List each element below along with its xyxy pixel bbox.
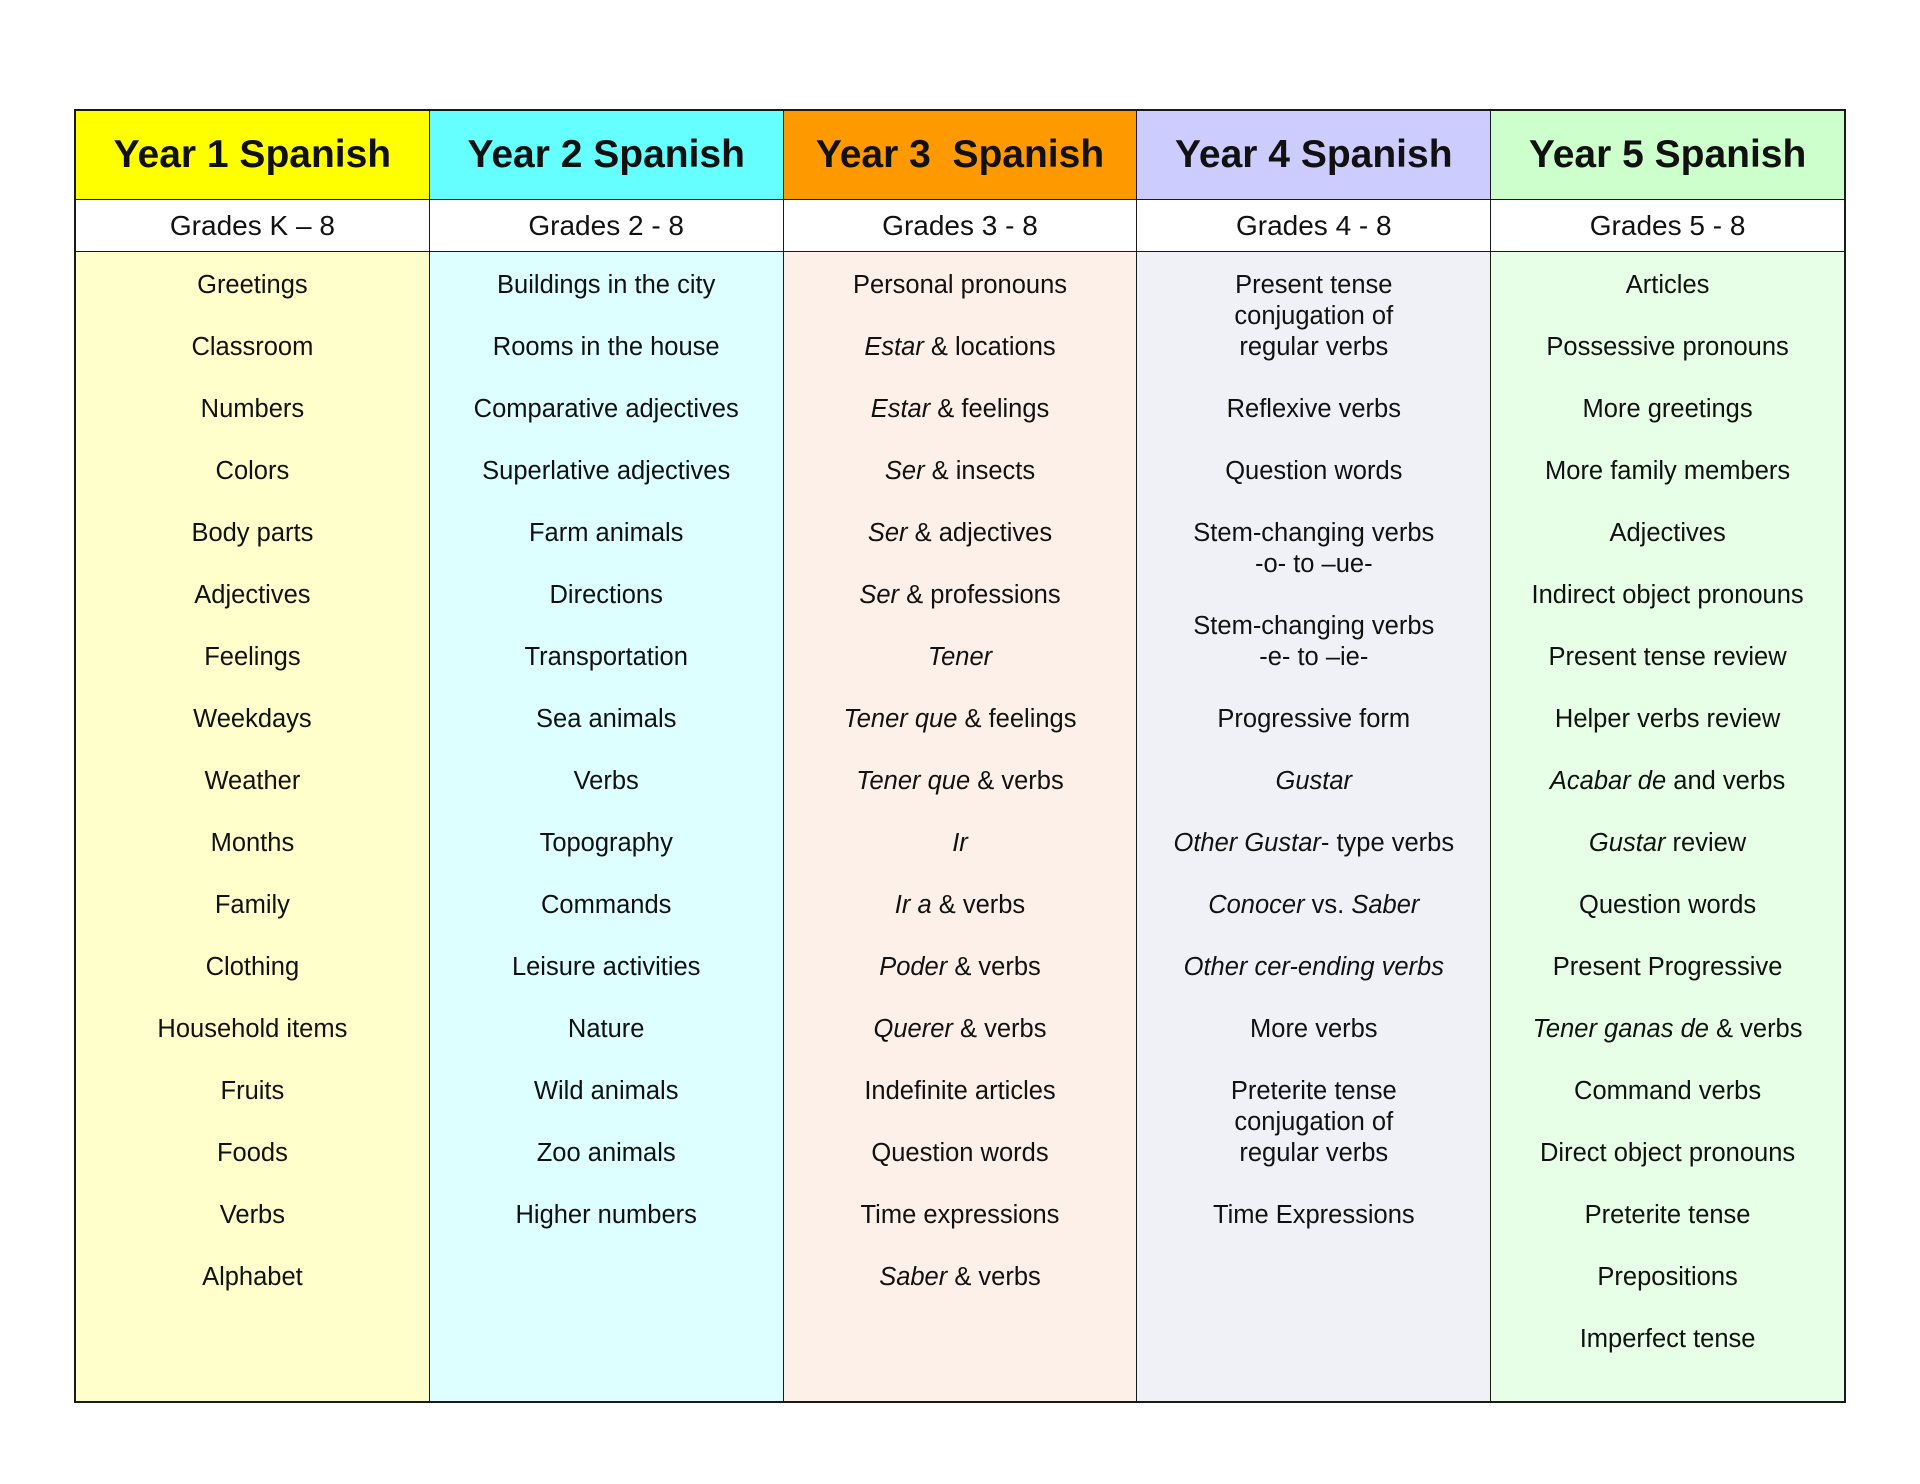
- topic-item: [784, 642, 1137, 704]
- topic-line: [1173, 828, 1454, 859]
- topic-text: Imperfect tense: [1579, 1325, 1756, 1353]
- topic-item: [784, 332, 1137, 394]
- topic-line: [541, 890, 671, 921]
- topic-text: Clothing: [205, 953, 300, 981]
- topic-text: Question words: [871, 1139, 1049, 1167]
- topic-text: Colors: [215, 457, 290, 485]
- topic-text: Reflexive verbs: [1226, 395, 1401, 423]
- topic-line: [928, 642, 992, 673]
- topic-item: [1491, 518, 1844, 580]
- topic-text: Direct object pronouns: [1540, 1139, 1796, 1167]
- topic-list: [1137, 252, 1490, 1401]
- topic-text: Present Progressive: [1552, 953, 1783, 981]
- topic-item: [1137, 1200, 1490, 1262]
- topic-line: [568, 1014, 645, 1045]
- topic-line: [1184, 952, 1444, 983]
- topic-item: [784, 1262, 1137, 1324]
- topic-text: Rooms in the house: [492, 333, 720, 361]
- topic-line: [1585, 1200, 1751, 1231]
- topic-text: Household items: [157, 1015, 348, 1043]
- topic-line: [1574, 1076, 1761, 1107]
- topic-text: Adjectives: [1609, 519, 1726, 547]
- topic-text: Stem-changing verbs: [1193, 612, 1435, 640]
- topic-line: [206, 952, 300, 983]
- topic-text: Preterite tense: [1584, 1201, 1751, 1229]
- topic-text: Adjectives: [194, 581, 311, 609]
- topic-line: [1193, 549, 1434, 580]
- topic-line: [536, 704, 676, 735]
- topic-text: & insects: [924, 457, 1036, 485]
- topic-text: Commands: [541, 891, 672, 919]
- topic-text: vs.: [1304, 891, 1352, 919]
- topic-text-italic: Saber: [879, 1263, 948, 1291]
- topic-text: & adjectives: [907, 519, 1053, 547]
- topic-item: [784, 270, 1137, 332]
- topic-item: [430, 580, 783, 642]
- topic-line: [895, 890, 1025, 921]
- topic-text-italic: Acabar de: [1549, 767, 1667, 795]
- topic-line: [540, 828, 673, 859]
- topic-item: [1491, 828, 1844, 890]
- topic-line: [474, 394, 739, 425]
- topic-item: [76, 332, 429, 394]
- topic-item: [430, 1200, 783, 1262]
- topic-item: [1137, 890, 1490, 952]
- topic-line: [1234, 332, 1393, 363]
- topic-text: Leisure activities: [511, 953, 701, 981]
- curriculum-table: [74, 109, 1846, 1403]
- topic-item: [76, 270, 429, 332]
- topic-line: [871, 394, 1050, 425]
- topic-text: & verbs: [947, 1263, 1041, 1291]
- topic-line: [221, 1076, 285, 1107]
- topic-list: [1491, 252, 1844, 1401]
- topic-text: Directions: [549, 581, 663, 609]
- topic-text: & locations: [923, 333, 1056, 361]
- topic-item: [430, 766, 783, 828]
- topic-text: Weekdays: [193, 705, 312, 733]
- topic-line: [1234, 301, 1393, 332]
- topic-item: [1137, 704, 1490, 766]
- topic-text: Articles: [1625, 271, 1710, 299]
- topic-text-italic: Other cer-ending verbs: [1183, 953, 1444, 981]
- topic-line: [1234, 270, 1393, 301]
- topic-text-italic: Ser: [859, 581, 900, 609]
- topic-text: -o- to –ue-: [1254, 550, 1373, 578]
- topic-text: Buildings in the city: [497, 271, 716, 299]
- topic-line: [497, 270, 715, 301]
- topic-line: [1550, 766, 1785, 797]
- topic-line: [859, 580, 1060, 611]
- topic-text: & verbs: [931, 891, 1026, 919]
- topic-text: & verbs: [1708, 1015, 1803, 1043]
- topic-item: [76, 1076, 429, 1138]
- topic-line: [220, 1200, 285, 1231]
- topic-text-italic: Gustar: [1275, 767, 1353, 795]
- topic-line: [204, 766, 300, 797]
- topic-item: [1491, 890, 1844, 952]
- topic-line: [1555, 704, 1780, 735]
- grade-range: Grades 5 - 8: [1491, 200, 1844, 252]
- topic-line: [537, 1138, 676, 1169]
- topic-line: [1217, 704, 1410, 735]
- topic-text: Weather: [204, 767, 301, 795]
- topic-item: [1491, 1200, 1844, 1262]
- topic-text: Nature: [567, 1015, 645, 1043]
- topic-item: [1137, 611, 1490, 704]
- topic-list: [430, 252, 783, 1401]
- topic-text: Fruits: [220, 1077, 285, 1105]
- topic-text: Wild animals: [533, 1077, 679, 1105]
- topic-text: More verbs: [1250, 1015, 1378, 1043]
- topic-line: [1208, 890, 1419, 921]
- topic-text: Stem-changing verbs: [1193, 519, 1435, 547]
- topic-text: & feelings: [930, 395, 1050, 423]
- topic-text: Zoo animals: [536, 1139, 676, 1167]
- topic-text: Foods: [216, 1139, 288, 1167]
- topic-text: Sea animals: [536, 705, 677, 733]
- topic-text: Possessive pronouns: [1546, 333, 1789, 361]
- column-title: Year 5 Spanish: [1491, 111, 1844, 200]
- topic-item: [1491, 766, 1844, 828]
- topic-text: Present tense: [1235, 271, 1393, 299]
- topic-text: Personal pronouns: [852, 271, 1068, 299]
- topic-item: [430, 332, 783, 394]
- topic-line: [512, 952, 701, 983]
- topic-line: [1580, 1324, 1756, 1355]
- column-title: Year 4 Spanish: [1137, 111, 1490, 200]
- topic-line: [1231, 1076, 1397, 1107]
- topic-line: [1231, 1107, 1397, 1138]
- topic-text: Progressive form: [1217, 705, 1411, 733]
- topic-item: [784, 952, 1137, 1014]
- topic-line: [534, 1076, 679, 1107]
- topic-text: Body parts: [191, 519, 314, 547]
- topic-text: & verbs: [952, 1015, 1047, 1043]
- year-5-column: [1491, 111, 1844, 1401]
- topic-item: [1491, 1076, 1844, 1138]
- topic-line: [1546, 332, 1788, 363]
- topic-text-italic: Estar: [864, 333, 924, 361]
- topic-text-italic: Poder: [879, 953, 948, 981]
- topic-item: [430, 890, 783, 952]
- topic-line: [864, 332, 1055, 363]
- topic-text: -e- to –ie-: [1259, 643, 1369, 671]
- topic-line: [191, 518, 313, 549]
- topic-line: [197, 270, 308, 301]
- column-title: Year 3 Spanish: [784, 111, 1137, 200]
- topic-item: [430, 1138, 783, 1200]
- topic-line: [1597, 1262, 1737, 1293]
- topic-line: [1540, 1138, 1795, 1169]
- topic-line: [157, 1014, 347, 1045]
- topic-item: [784, 1138, 1137, 1200]
- topic-item: [76, 828, 429, 890]
- topic-text: regular verbs: [1239, 333, 1389, 361]
- topic-line: [871, 1138, 1048, 1169]
- topic-item: [430, 1076, 783, 1138]
- topic-text: Command verbs: [1574, 1077, 1762, 1105]
- topic-line: [215, 890, 290, 921]
- topic-item: [76, 1262, 429, 1324]
- topic-item: [1491, 1262, 1844, 1324]
- topic-line: [1532, 580, 1804, 611]
- topic-item: [1491, 952, 1844, 1014]
- topic-line: [482, 456, 730, 487]
- topic-text: Verbs: [573, 767, 639, 795]
- topic-text: Topography: [539, 829, 673, 857]
- topic-item: [1491, 1324, 1844, 1386]
- topic-text-italic: Tener ganas de: [1532, 1015, 1709, 1043]
- topic-line: [216, 456, 290, 487]
- topic-text: Indefinite articles: [864, 1077, 1056, 1105]
- topic-text: Classroom: [191, 333, 314, 361]
- topic-text: Question words: [1579, 891, 1757, 919]
- topic-line: [493, 332, 720, 363]
- topic-line: [853, 270, 1067, 301]
- topic-line: [193, 704, 312, 735]
- topic-item: [430, 1014, 783, 1076]
- topic-text-italic: Tener que: [843, 705, 958, 733]
- topic-line: [211, 828, 295, 859]
- topic-item: [430, 952, 783, 1014]
- year-1-column: [76, 111, 430, 1401]
- topic-text: Greetings: [197, 271, 308, 299]
- topic-item: [1491, 580, 1844, 642]
- topic-line: [879, 952, 1041, 983]
- topic-line: [864, 1076, 1055, 1107]
- topic-text-italic: Tener: [927, 643, 993, 671]
- grade-range: Grades 4 - 8: [1137, 200, 1490, 252]
- topic-text-italic: Gustar: [1588, 829, 1666, 857]
- year-3-column: [784, 111, 1138, 1401]
- topic-text: Comparative adjectives: [473, 395, 739, 423]
- topic-text: Indirect object pronouns: [1531, 581, 1804, 609]
- topic-item: [76, 952, 429, 1014]
- topic-text-italic: Querer: [873, 1015, 953, 1043]
- topic-text: review: [1665, 829, 1747, 857]
- topic-text: and verbs: [1666, 767, 1786, 795]
- topic-item: [784, 1014, 1137, 1076]
- topic-item: [784, 766, 1137, 828]
- topic-text: Feelings: [204, 643, 301, 671]
- topic-text-italic: Ir: [952, 829, 968, 857]
- grade-range: Grades 2 - 8: [430, 200, 783, 252]
- topic-line: [856, 766, 1063, 797]
- topic-line: [201, 394, 304, 425]
- topic-item: [784, 456, 1137, 518]
- topic-line: [1589, 828, 1746, 859]
- topic-text: Present tense review: [1548, 643, 1787, 671]
- topic-item: [76, 394, 429, 456]
- topic-text: Preterite tense: [1230, 1077, 1397, 1105]
- grade-range: Grades 3 - 8: [784, 200, 1137, 252]
- topic-text: Higher numbers: [515, 1201, 697, 1229]
- topic-text-italic: Saber: [1351, 891, 1420, 919]
- topic-text: Time expressions: [860, 1201, 1060, 1229]
- topic-line: [1276, 766, 1353, 797]
- column-title: Year 2 Spanish: [430, 111, 783, 200]
- topic-line: [1213, 1200, 1415, 1231]
- topic-line: [1579, 890, 1756, 921]
- topic-item: [1491, 270, 1844, 332]
- topic-line: [1231, 1138, 1397, 1169]
- topic-item: [430, 270, 783, 332]
- topic-line: [1193, 611, 1434, 642]
- topic-item: [784, 1200, 1137, 1262]
- topic-text: - type verbs: [1320, 829, 1455, 857]
- topic-text-italic: Ser: [867, 519, 908, 547]
- topic-line: [515, 1200, 696, 1231]
- topic-text: More greetings: [1582, 395, 1753, 423]
- topic-item: [1491, 1138, 1844, 1200]
- topic-item: [784, 1076, 1137, 1138]
- topic-item: [76, 642, 429, 704]
- topic-line: [874, 1014, 1047, 1045]
- year-2-column: [430, 111, 784, 1401]
- topic-item: [76, 1200, 429, 1262]
- topic-line: [550, 580, 663, 611]
- year-4-column: [1137, 111, 1491, 1401]
- topic-text: Prepositions: [1597, 1263, 1738, 1291]
- topic-item: [1137, 270, 1490, 394]
- topic-line: [191, 332, 313, 363]
- topic-item: [430, 642, 783, 704]
- topic-text: Question words: [1225, 457, 1403, 485]
- grade-range: Grades K – 8: [76, 200, 429, 252]
- topic-text: & feelings: [957, 705, 1077, 733]
- topic-text: Alphabet: [202, 1263, 303, 1291]
- topic-item: [76, 704, 429, 766]
- topic-line: [1225, 456, 1402, 487]
- topic-line: [952, 828, 968, 859]
- topic-item: [1137, 518, 1490, 611]
- topic-line: [204, 642, 300, 673]
- topic-line: [1227, 394, 1401, 425]
- topic-line: [1609, 518, 1725, 549]
- topic-text: conjugation of: [1234, 302, 1394, 330]
- topic-line: [529, 518, 683, 549]
- topic-item: [1137, 766, 1490, 828]
- topic-text: Transportation: [524, 643, 688, 671]
- topic-item: [784, 704, 1137, 766]
- topic-item: [1491, 642, 1844, 704]
- topic-line: [1549, 642, 1787, 673]
- topic-text: Months: [210, 829, 295, 857]
- topic-item: [784, 580, 1137, 642]
- topic-line: [1583, 394, 1753, 425]
- topic-line: [1193, 642, 1434, 673]
- topic-text: regular verbs: [1239, 1139, 1389, 1167]
- topic-line: [868, 518, 1052, 549]
- topic-item: [76, 890, 429, 952]
- topic-item: [76, 1014, 429, 1076]
- topic-line: [1626, 270, 1710, 301]
- topic-item: [430, 828, 783, 890]
- topic-text: Farm animals: [528, 519, 684, 547]
- topic-item: [784, 890, 1137, 952]
- topic-text: & professions: [899, 581, 1061, 609]
- topic-text: & verbs: [947, 953, 1041, 981]
- topic-line: [202, 1262, 303, 1293]
- topic-item: [784, 518, 1137, 580]
- topic-text: Numbers: [200, 395, 305, 423]
- topic-list: [784, 252, 1137, 1401]
- topic-text: Superlative adjectives: [482, 457, 731, 485]
- topic-line: [861, 1200, 1060, 1231]
- topic-item: [1137, 456, 1490, 518]
- topic-item: [1491, 394, 1844, 456]
- topic-item: [76, 456, 429, 518]
- topic-line: [574, 766, 639, 797]
- topic-item: [1491, 1014, 1844, 1076]
- topic-item: [76, 1138, 429, 1200]
- topic-item: [76, 580, 429, 642]
- topic-item: [76, 518, 429, 580]
- topic-item: [1137, 1076, 1490, 1200]
- column-title: Year 1 Spanish: [76, 111, 429, 200]
- topic-line: [844, 704, 1077, 735]
- topic-text-italic: Estar: [870, 395, 931, 423]
- topic-line: [524, 642, 687, 673]
- topic-text: & verbs: [970, 767, 1064, 795]
- topic-line: [217, 1138, 288, 1169]
- topic-text: Time Expressions: [1212, 1201, 1415, 1229]
- topic-item: [784, 394, 1137, 456]
- topic-text: Family: [214, 891, 290, 919]
- topic-item: [1137, 1014, 1490, 1076]
- topic-text: More family members: [1545, 457, 1791, 485]
- topic-line: [1533, 1014, 1803, 1045]
- topic-line: [879, 1262, 1041, 1293]
- topic-item: [76, 766, 429, 828]
- topic-line: [194, 580, 310, 611]
- topic-item: [1491, 332, 1844, 394]
- topic-list: [76, 252, 429, 1401]
- topic-item: [784, 828, 1137, 890]
- topic-text-italic: Ir a: [894, 891, 932, 919]
- topic-line: [1553, 952, 1783, 983]
- topic-item: [430, 456, 783, 518]
- topic-text: Verbs: [219, 1201, 285, 1229]
- topic-item: [1491, 704, 1844, 766]
- topic-item: [1137, 952, 1490, 1014]
- topic-text-italic: Tener que: [856, 767, 971, 795]
- topic-item: [1137, 828, 1490, 890]
- topic-text-italic: Ser: [884, 457, 925, 485]
- topic-item: [430, 704, 783, 766]
- topic-item: [430, 394, 783, 456]
- topic-text-italic: Conocer: [1208, 891, 1305, 919]
- topic-item: [430, 518, 783, 580]
- topic-line: [1545, 456, 1790, 487]
- topic-text: Helper verbs review: [1554, 705, 1781, 733]
- topic-item: [1137, 394, 1490, 456]
- topic-item: [1491, 456, 1844, 518]
- topic-line: [1193, 518, 1434, 549]
- topic-text: conjugation of: [1234, 1108, 1394, 1136]
- topic-text-italic: Other Gustar: [1173, 829, 1321, 857]
- topic-line: [1250, 1014, 1378, 1045]
- topic-line: [885, 456, 1035, 487]
